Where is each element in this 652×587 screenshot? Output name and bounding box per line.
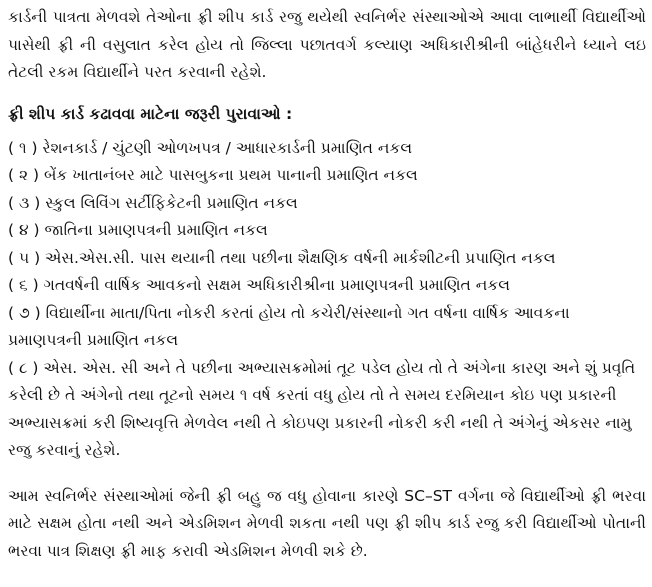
closing-paragraph: આમ સ્વનિર્ભર સંસ્થાઓમાં જેની ફ્રી બહુ જ વધુ હોવાના કારણે SC–ST વર્ગના જે વિદ્યાર્થીઓ ફ્રી ભરવા માટે સક્ષમ હોતા નથી અને એડમિશન મેળવી શકતા નથી પણ ફ્રી શીપ કાર્ડ રજુ કરી વિદ્યાર્થીઓ પોતાની ભરવા પાત્ર શિક્ષણ ફ્રી માફ કરાવી એડમિશન મેળવી શકે છે. <box>8 486 646 560</box>
required-documents-list <box>8 135 646 465</box>
list-item: ( ૩ ) સ્કુલ લિવિંગ સર્ટીફિકેટની પ્રમાણિત નકલ <box>8 193 298 212</box>
list-item: ( ૬ ) ગતવર્ષની વાર્ષિક આવકનો સક્ષમ અધિકારીશ્રીના પ્રમાણપત્રની પ્રમાણિત નકલ <box>8 276 510 294</box>
intro-paragraph: કાર્ડની પાત્રતા મેળવશે તેઓના ફ્રી શીપ કાર્ડ રજુ થયેથી સ્વનિર્ભર સંસ્થાઓએ આવા લાભાર્થી વિદ્યાર્થીઓ પાસેથી ફ્રી ની વસુલાત કરેલ હોય તો જિલ્લા પછાતવર્ગ કલ્યાણ અધિકારીશ્રીની બાંહેધરીને ધ્યાને લઇ તેટલી રકમ વિદ્યાર્થીને પરત કરવાની રહેશે. <box>8 8 646 81</box>
paragraph-spacer <box>8 465 646 483</box>
list-item: ( ૪ ) જાતિના પ્રમાણપત્રની પ્રમાણિત નકલ <box>8 221 268 239</box>
list-item: ( ૫ ) એસ.એસ.સી. પાસ થયાની તથા પછીના શૈક્ષણિક વર્ષની માર્કશીટની પ્રપાણિત નકલ <box>8 248 556 267</box>
required-documents-heading: ફ્રી શીપ કાર્ડ કઢાવવા માટેના જરૂરી પુરાવાઓ : <box>8 104 293 123</box>
list-item: ( ૧ ) રેશનકાર્ડ / ચુંટણી ઓળખપત્ર / આધારકાર્ડની પ્રમાણિત નકલ <box>8 138 413 157</box>
list-item: ( ૨ ) બેંક ખાતાનંબર માટે પાસબુકના પ્રથમ પાનાની પ્રમાણિત નકલ <box>8 166 418 184</box>
list-item: ( ૮ ) એસ. એસ. સી અને તે પછીના અભ્યાસક્રમોમાં તૂટ પડેલ હોય તો તે અંગેના કારણ અને શું પ્રવૃતિ કરેલી છે તે અંગેનો તથા તૂટનો સમય ૧ વર્ષ કરતાં વધુ હોય તો તે સમય દરમિયાન કોઇ પણ પ્રકારની અભ્યાસક્રમાં કરી શિષ્યવૃત્તિ મેળવેલ નથી તે કોઇપણ પ્રકારની નોકરી કરી નથી તે અંગેનું એકસર નામુ રજુ કરવાનું રહેશે. <box>8 358 636 459</box>
list-item: ( ૭ ) વિદ્યાર્થીના માતા/પિતા નોકરી કરતાં હોય તો કચેરી/સંસ્થાનો ગત વર્ષના વાર્ષિક આવકના પ્રમાણપત્રની પ્રમાણિત નકલ <box>8 303 570 349</box>
